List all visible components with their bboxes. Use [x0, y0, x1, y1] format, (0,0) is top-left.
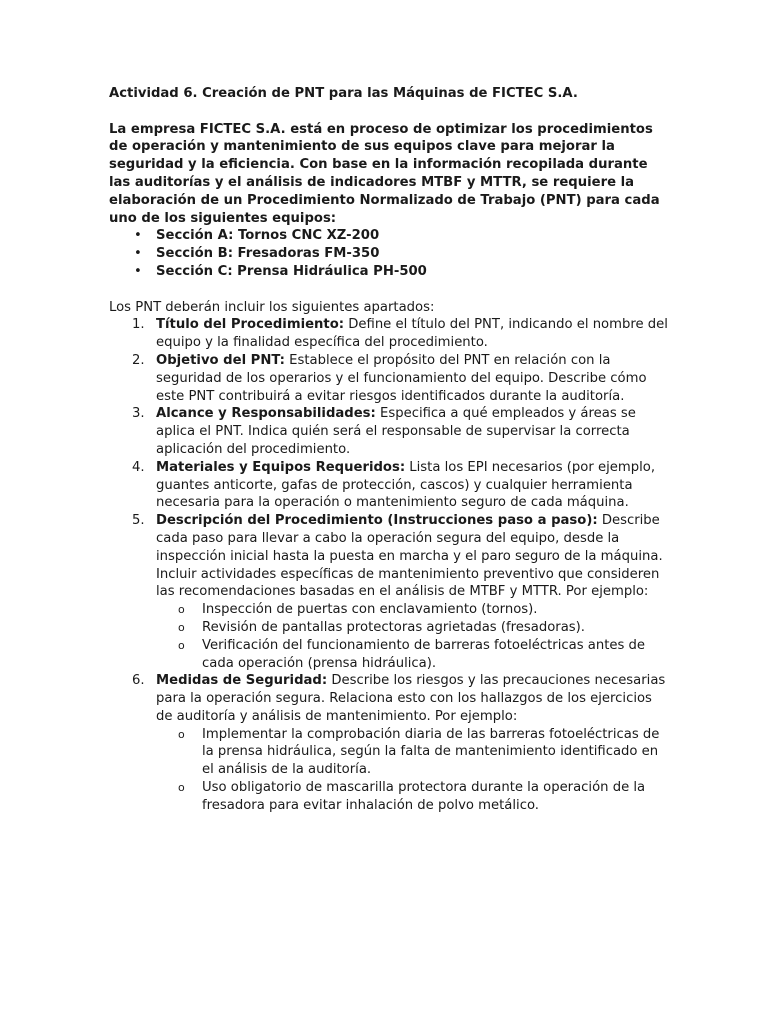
circle-bullet-icon: o [178, 638, 185, 652]
document-title: Actividad 6. Creación de PNT para las Máquinas de FICTEC S.A. [109, 86, 578, 101]
item-text: Describe los riesgos y las precauciones necesarias para la operación segura. Relaciona esto con los hallazgos de los ejercicios de auditoría y análisis de mantenimiento. Por ejemplo: [156, 673, 666, 724]
item-number: 5. [132, 513, 145, 529]
circle-bullet-icon: o [178, 727, 185, 741]
circle-bullet-icon: o [178, 781, 185, 795]
item-text: Describe cada paso para llevar a cabo la operación segura del equipo, desde la inspección inicial hasta la puesta en marcha y el paro seguro de la máquina. Incluir actividades específicas de mantenimiento preventivo que consideren las recomendaciones basadas en el análisis de MTBF y MTTR. Por ejemplo: [156, 513, 663, 600]
item-number: 3. [132, 406, 145, 422]
item-heading: Descripción del Procedimiento (Instrucciones paso a paso): [156, 513, 598, 529]
item-text: Especifica a qué empleados y áreas se aplica el PNT. Indica quién será el responsable de supervisar la correcta aplicación del procedimiento. [156, 406, 636, 457]
list-item [132, 512, 668, 672]
bullet-icon: • [134, 246, 142, 262]
sub-list-item: o Implementar la comprobación diaria de las barreras fotoeléctricas de la prensa hidráulica, según la falta de mantenimiento identificado en el análisis de la auditoría. [178, 726, 660, 778]
list-item [132, 352, 668, 405]
item-number: 6. [132, 673, 145, 689]
item-number: 2. [132, 352, 145, 368]
intro-paragraph: La empresa FICTEC S.A. está en proceso de optimizar los procedimientos de operación y mantenimiento de sus equipos clave para mejorar la seguridad y la eficiencia. Con base en la información recopilada durante las auditorías y el análisis de indicadores MTBF y MTTR, se requiere la elaboración de un Procedimiento Normalizado de Trabajo (PNT) para cada uno de los siguientes equipos: [109, 121, 660, 226]
list-item: • Sección B: Fresadoras FM-350 [134, 246, 380, 262]
list-item [132, 316, 668, 352]
list-item [132, 459, 668, 512]
item-number: 4. [132, 459, 145, 475]
list-item [132, 405, 668, 458]
list-item [132, 672, 668, 814]
sub-list-item: o Inspección de puertas con enclavamiento (tornos). [178, 602, 538, 618]
item-number: 1. [132, 317, 145, 333]
lead-paragraph: Los PNT deberán incluir los siguientes apartados: [109, 299, 435, 315]
sub-list-item: o Verificación del funcionamiento de barreras fotoeléctricas antes de cada operación (prensa hidráulica). [178, 637, 646, 671]
bullet-icon: • [134, 228, 142, 244]
steps-list [109, 316, 668, 814]
sub-list [156, 601, 668, 672]
bullet-icon: • [134, 263, 142, 279]
item-text: Establece el propósito del PNT en relación con la seguridad de los operarios y el funcionamiento del equipo. Describe cómo este PNT contribuirá a evitar riesgos identificados durante la auditoría. [156, 352, 647, 404]
item-heading: Materiales y Equipos Requeridos: [156, 459, 406, 475]
circle-bullet-icon: o [178, 603, 185, 617]
list-item: • Sección A: Tornos CNC XZ-200 [134, 228, 380, 244]
list-item: • Sección C: Prensa Hidráulica PH-500 [134, 263, 427, 279]
item-heading: Título del Procedimiento: [156, 317, 345, 333]
sections-list [109, 227, 668, 280]
item-heading: Medidas de Seguridad: [156, 673, 328, 689]
sub-list-item: o Uso obligatorio de mascarilla protectora durante la operación de la fresadora para evitar inhalación de polvo metálico. [178, 780, 646, 813]
item-text: Define el título del PNT, indicando el nombre del equipo y la finalidad específica del procedimiento. [156, 317, 668, 351]
sub-list [156, 726, 668, 815]
item-heading: Objetivo del PNT: [156, 352, 285, 368]
item-text: Lista los EPI necesarios (por ejemplo, guantes anticorte, gafas de protección, cascos) y cualquier herramienta necesaria para la operación o mantenimiento seguro de cada máquina. [156, 459, 656, 511]
item-heading: Alcance y Responsabilidades: [156, 406, 376, 422]
circle-bullet-icon: o [178, 620, 185, 634]
sub-list-item: o Revisión de pantallas protectoras agrietadas (fresadoras). [178, 619, 585, 635]
